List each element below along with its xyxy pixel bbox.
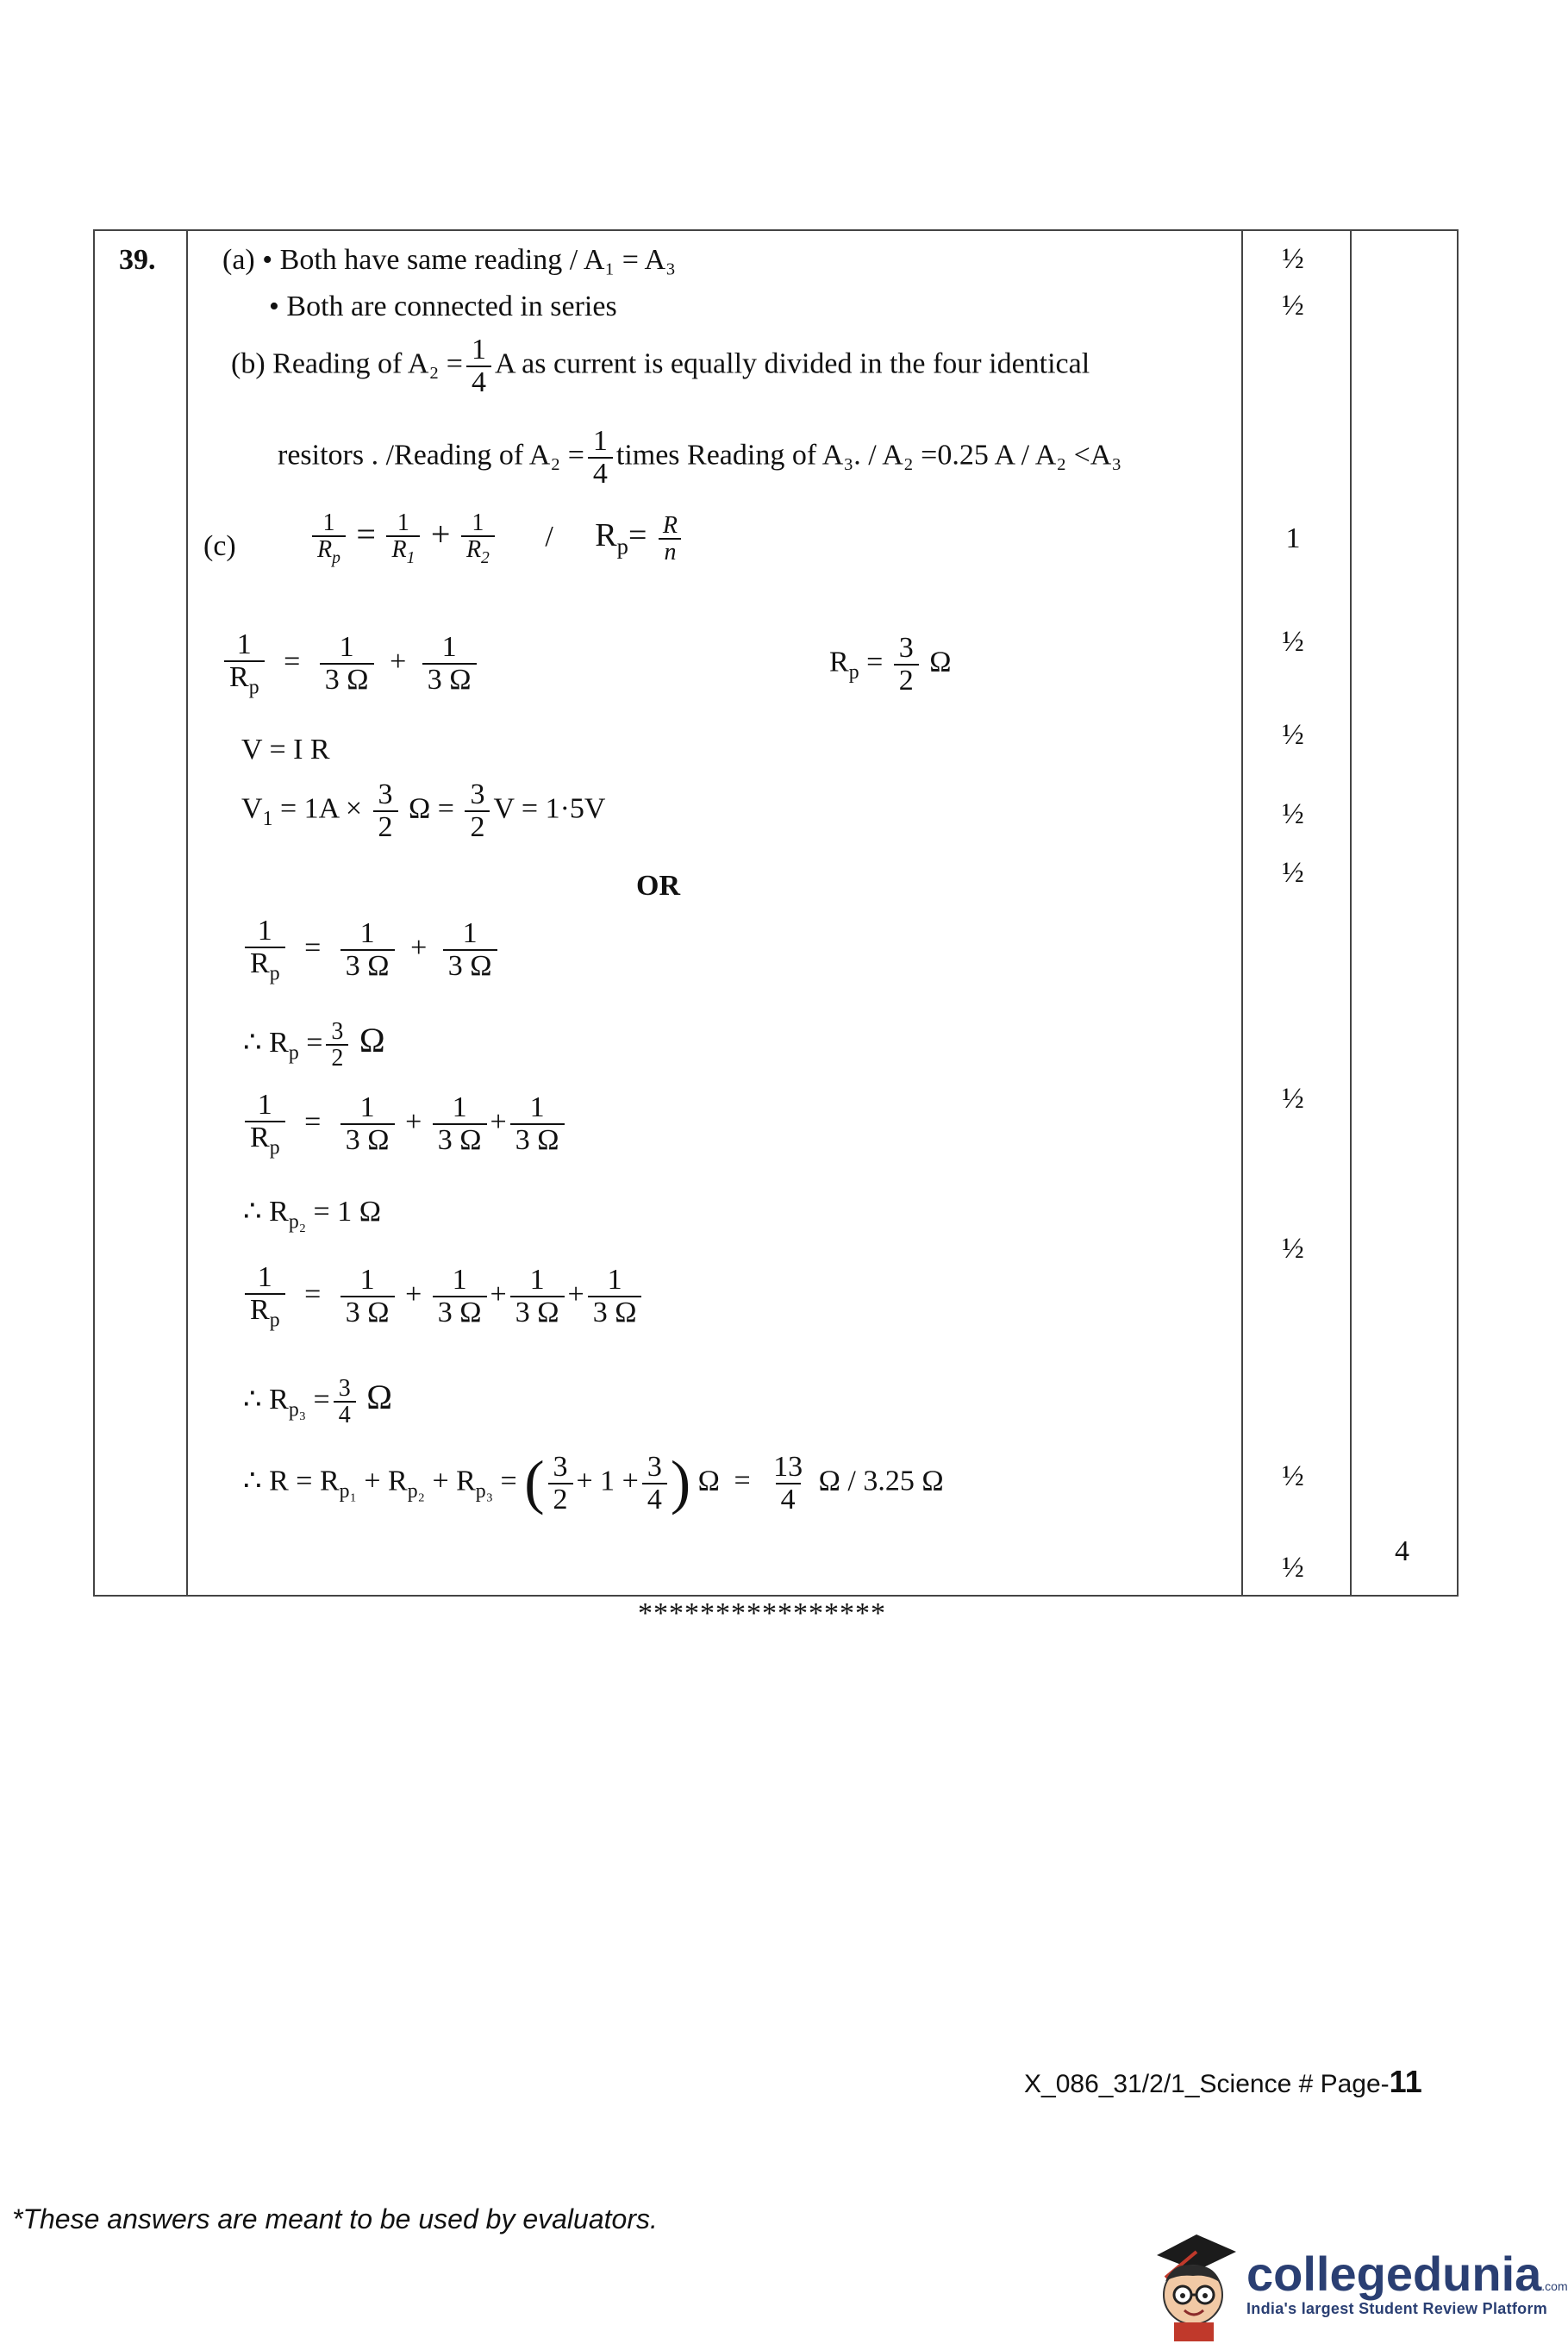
part-b-line2 (278, 426, 1121, 489)
fraction: $\frac{1}{3 \Omega}$ (443, 918, 497, 981)
fraction: $\frac{3}{2}$ (326, 1019, 348, 1072)
evaluator-note: *These answers are meant to be used by evaluators. (12, 2203, 658, 2234)
part-b-line1 (231, 334, 1090, 397)
mark: ½ (1282, 1083, 1304, 1115)
part-b-suffix: A as current is equally divided in the four identical (494, 347, 1090, 380)
parallel-formula: $\frac{1}{R_p}$ = $\frac{1}{R_1}$ + $\frac{1}{R_2}$ / $R_p=$ $\frac{R}{n}$ (309, 510, 686, 568)
fraction: $\frac{3}{4}$ (642, 1452, 667, 1515)
fraction: $\frac{1}{R_p}$ (245, 1262, 285, 1331)
fraction: $\frac{1}{3 \Omega}$ (433, 1092, 487, 1155)
fraction: $\frac{1}{R_1}$ (386, 510, 420, 568)
mark: 1 (1285, 522, 1301, 554)
alt-rp3-result: ∴ $R_{p_3}$ = $\frac{3}{4}$ Ω (243, 1375, 392, 1429)
brand-tld: .com (1541, 2279, 1568, 2293)
part-b-line2-suffix: times Reading of A₃. / A₂ =0.25 A / A₂ <A₃ (615, 439, 1122, 472)
mascot-logo-icon (1140, 2228, 1243, 2341)
final-resistance: ∴ $R = R_{p_1} + R_{p_2} + R_{p_3}$ = ( $\frac{3}{2}$ + 1 + $\frac{3}{4}$ ) Ω = $\frac{13}{4}$ Ω / 3.25 Ω (243, 1449, 944, 1516)
calc-rp-line: $\frac{1}{R_p}$ = $\frac{1}{3 \Omega}$ + $\frac{1}{3 \Omega}$ (221, 629, 480, 698)
part-a-line1: (a) • Both have same reading / A₁ = A₃ (222, 244, 676, 276)
page-footer-code: X_086_31/2/1_Science # Page-11 (1024, 2064, 1422, 2099)
v1-calculation: $V_1 = 1A$ × $\frac{3}{2}$ Ω = $\frac{3}{2}$ V = 1·5V (241, 778, 606, 843)
fraction: $\frac{1}{R_2}$ (461, 510, 495, 568)
fraction: $\frac{1}{3 \Omega}$ (340, 1092, 395, 1155)
mark: ½ (1282, 798, 1304, 830)
mark: ½ (1282, 1460, 1304, 1492)
column-divider (186, 231, 188, 1595)
fraction: $\frac{1}{3 \Omega}$ (340, 1265, 395, 1328)
part-a-line2: • Both are connected in series (269, 291, 617, 322)
calc-rp-result: $R_p$ = $\frac{3}{2}$ Ω (829, 632, 952, 697)
brand-name: collegedunia (1246, 2247, 1542, 2301)
fraction: $\frac{13}{4}$ (773, 1451, 803, 1516)
mark: ½ (1282, 857, 1304, 889)
fraction: $\frac{1}{3 \Omega}$ (588, 1265, 642, 1328)
part-c-label: (c) (203, 530, 236, 562)
alt-rp-line: $\frac{1}{R_p}$ = $\frac{1}{3 \Omega}$ + $\frac{1}{3 \Omega}$ (241, 916, 501, 984)
mark: ½ (1282, 719, 1304, 751)
fraction: $\frac{1}{3 \Omega}$ (422, 632, 477, 695)
fraction: $\frac{R}{n}$ (658, 513, 683, 566)
fraction: $\frac{1}{R_p}$ (224, 629, 265, 698)
column-divider (1241, 231, 1243, 1595)
fraction: $\frac{1}{R_p}$ (245, 1090, 285, 1159)
brand-wordmark (1246, 2248, 1568, 2318)
fraction: $\frac{3}{2}$ (894, 633, 919, 696)
fraction: $\frac{3}{2}$ (465, 779, 490, 842)
fraction: $\frac{1}{3 \Omega}$ (340, 918, 395, 981)
part-b-line2-prefix: resitors . /Reading of A₂ = (278, 439, 584, 472)
fraction: $\frac{1}{3 \Omega}$ (433, 1265, 487, 1328)
total-marks: 4 (1395, 1535, 1409, 1567)
brand-tagline: India's largest Student Review Platform (1246, 2300, 1548, 2317)
fraction: $\frac{1}{4}$ (466, 334, 491, 397)
fraction: $\frac{3}{2}$ (548, 1452, 573, 1515)
mark: ½ (1282, 243, 1304, 275)
mark: ½ (1282, 1233, 1304, 1265)
fraction: $\frac{1}{3 \Omega}$ (320, 632, 374, 695)
alt-rp2-line: $\frac{1}{R_p}$ = $\frac{1}{3 \Omega}$ + $\frac{1}{3 \Omega}$ + $\frac{1}{3 \Omega}$ (241, 1090, 568, 1159)
fraction: $\frac{1}{3 \Omega}$ (510, 1092, 565, 1155)
alt-rp2-result: ∴ $R_{p_2} = 1$ Ω (243, 1196, 381, 1234)
alt-rp3-line: $\frac{1}{R_p}$ = $\frac{1}{3 \Omega}$ + $\frac{1}{3 \Omega}$ + $\frac{1}{3 \Omega}$ + $\frac{1}{3 \Omega}$ (241, 1262, 645, 1331)
mark: ½ (1282, 290, 1304, 322)
fraction: $\frac{3}{2}$ (373, 779, 398, 842)
mark: ½ (1282, 626, 1304, 658)
question-number: 39. (119, 244, 156, 276)
fraction: $\frac{3}{4}$ (334, 1376, 356, 1428)
ohms-law: V = I R (241, 734, 330, 766)
alt-rp1-result: ∴ $R_p$ = $\frac{3}{2}$ Ω (243, 1018, 385, 1072)
fraction: $\frac{1}{R_p}$ (312, 510, 346, 568)
or-label: OR (636, 870, 680, 902)
fraction: $\frac{1}{R_p}$ (245, 916, 285, 984)
part-b-prefix: (b) Reading of A₂ = (231, 347, 463, 380)
fraction: $\frac{1}{3 \Omega}$ (510, 1265, 565, 1328)
column-divider (1350, 231, 1352, 1595)
fraction: $\frac{1}{4}$ (588, 426, 613, 489)
separator: **************** (638, 1597, 886, 1629)
page-number: 11 (1389, 2064, 1422, 2099)
mark: ½ (1282, 1552, 1304, 1584)
